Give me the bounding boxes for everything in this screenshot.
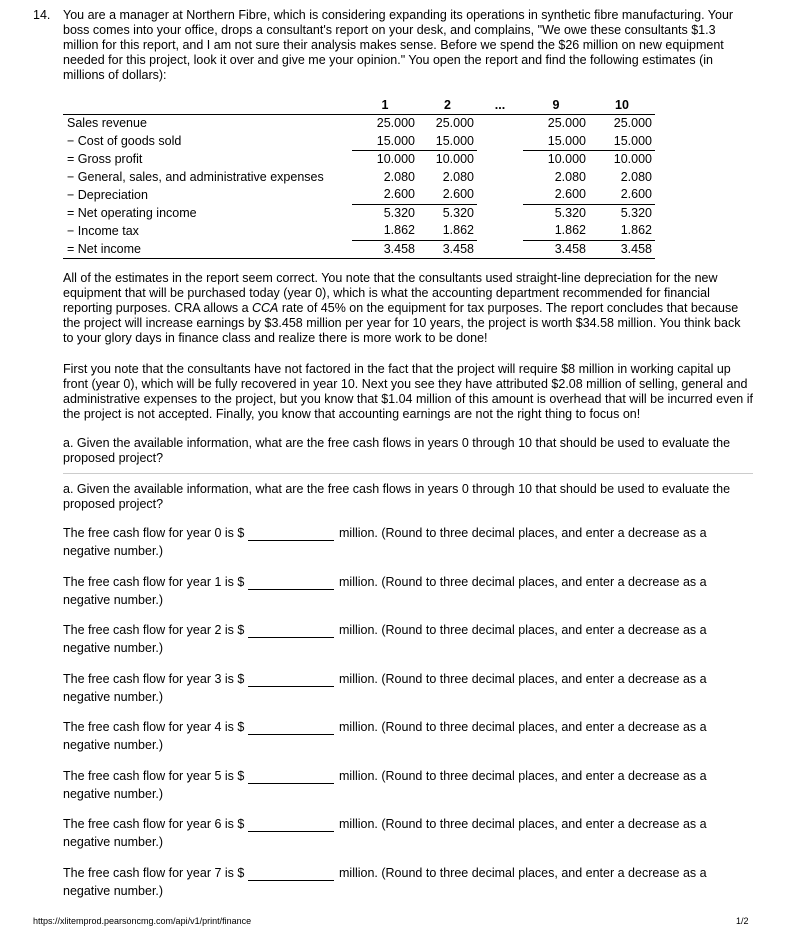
section-divider: [63, 473, 753, 474]
value-cell: 25.000: [418, 115, 477, 133]
fcf-prompt-suffix: is $: [221, 671, 245, 686]
fcf-prompt: [63, 623, 244, 638]
value-cell: 15.000: [613, 133, 652, 148]
fcf-instructions: million. (Round to three decimal places, and enter a decrease as a: [339, 865, 707, 880]
ellipsis-cell: [477, 204, 523, 222]
ellipsis-cell: [477, 169, 523, 187]
fcf-year: 5: [214, 768, 222, 783]
fcf-instructions: million. (Round to three decimal places, and enter a decrease as a: [339, 526, 707, 540]
table-row: [63, 169, 655, 187]
value-cell: 2.080: [554, 169, 586, 184]
value-cell: 5.320: [418, 204, 477, 222]
ellipsis-cell: [477, 133, 523, 151]
fcf-prompt-prefix: The free cash flow for year: [63, 768, 215, 783]
fcf-row-year-7: [63, 866, 753, 900]
fcf-instructions-cont: negative number.): [63, 641, 164, 655]
footer-url: https://xlitemprod.pearsoncmg.com/api/v1/print/finance: [33, 916, 252, 926]
question-intro: You are a manager at Northern Fibre, which is considering expanding its operations in synthetic fibre manufacturing. Your boss comes into your office, drops a consultant's report on your desk, and complains, "We owe these consultants $1.3 million for this report, and I am not sure their analysis makes sense. Before we spend the $26 million on new equipment needed for this project, look it over and give me your opinion." You open the report and find the following estimates (in millions of dollars):: [63, 8, 734, 82]
ellipsis-cell: [477, 115, 523, 133]
value-cell: 1.862: [383, 223, 415, 238]
row-label: − Income tax: [67, 223, 139, 238]
report-notes-paragraph: [63, 271, 753, 346]
value-cell: 1.862: [554, 223, 586, 238]
fcf-row-year-5: [63, 769, 753, 803]
fcf-prompt: [63, 575, 244, 590]
fcf-row-year-2: [63, 623, 753, 657]
ellipsis-cell: [477, 240, 523, 259]
fcf-prompt-suffix: is $: [221, 865, 245, 880]
row-label: − Depreciation: [67, 187, 148, 202]
ellipsis-cell: [477, 151, 523, 169]
value-cell: 10.000: [523, 151, 589, 169]
value-cell: 10.000: [589, 151, 655, 169]
value-cell: 2.600: [554, 187, 586, 202]
table-row: [63, 204, 655, 222]
fcf-prompt: [63, 817, 244, 832]
value-cell: 5.320: [589, 204, 655, 222]
row-label: Sales revenue: [63, 115, 352, 133]
fcf-row-year-3: [63, 672, 753, 706]
col-header-year-9: 9: [552, 97, 560, 112]
row-label: = Gross profit: [67, 152, 143, 166]
part-a-prompt: a. Given the available information, what are the free cash flows in years 0 through 10 that should be used to evaluate the proposed project?: [63, 436, 731, 465]
ellipsis-cell: [477, 222, 523, 240]
fcf-answer-blank-year-1[interactable]: [248, 575, 334, 590]
fcf-instructions: million. (Round to three decimal places, and enter a decrease as a: [339, 574, 707, 589]
fcf-prompt-suffix: is $: [221, 623, 245, 637]
fcf-instructions: million. (Round to three decimal places, and enter a decrease as a: [339, 623, 707, 637]
fcf-prompt-prefix: The free cash flow for year: [63, 526, 215, 540]
value-cell: 15.000: [435, 133, 474, 148]
fcf-year: 2: [214, 623, 222, 637]
row-label: − Cost of goods sold: [67, 134, 182, 148]
fcf-prompt-suffix: is $: [221, 720, 245, 734]
table-row: [63, 151, 655, 169]
value-cell: 10.000: [352, 151, 418, 169]
ellipsis-cell: [477, 186, 523, 204]
fcf-row-year-4: [63, 720, 753, 754]
fcf-prompt: [63, 866, 244, 881]
value-cell: 2.080: [620, 169, 652, 184]
value-cell: 3.458: [523, 240, 589, 259]
table-row: [63, 186, 655, 204]
value-cell: 5.320: [352, 204, 418, 222]
col-header-year-1: 1: [381, 97, 389, 112]
fcf-prompt-suffix: is $: [221, 817, 245, 831]
value-cell: 3.458: [418, 240, 477, 259]
fcf-instructions-cont: negative number.): [63, 883, 164, 898]
value-cell: 25.000: [589, 115, 655, 133]
estimates-table: [63, 96, 655, 259]
report-notes-cra: CRA allows a: [174, 301, 252, 315]
value-cell: 1.862: [442, 223, 474, 238]
col-header-year-10: 10: [615, 97, 629, 112]
value-cell: 3.458: [589, 240, 655, 259]
fcf-answer-blank-year-4[interactable]: [248, 720, 334, 735]
row-label: = Net operating income: [67, 205, 197, 220]
fcf-prompt-prefix: The free cash flow for year: [63, 865, 215, 880]
footer-page-number: 1/2: [736, 916, 749, 926]
table-row: [63, 222, 655, 240]
fcf-answer-blank-year-5[interactable]: [248, 769, 334, 784]
part-a-prompt-repeat: a. Given the available information, what are the free cash flows in years 0 through 10 that should be used to evaluate the proposed project?: [63, 482, 731, 511]
row-label: = Net income: [63, 240, 352, 259]
working-capital-paragraph: First you note that the consultants have not factored in the fact that the project will require $8 million in working capital up front (year 0), which will be fully recovered in year 10. Next you see they have attributed $2.08 million of selling, general and administrative expenses to the project, but you know that $1.04 million of this amount is overhead that will be incurred even if the project is not accepted. Finally, you know that accounting earnings are not the right thing to focus on!: [63, 362, 753, 421]
fcf-row-year-1: [63, 575, 753, 609]
value-cell: 3.458: [352, 240, 418, 259]
cca-term: CCA: [252, 301, 279, 315]
value-cell: 2.600: [620, 187, 652, 202]
fcf-prompt-prefix: The free cash flow for year: [63, 671, 215, 686]
fcf-prompt-prefix: The free cash flow for year: [63, 720, 215, 734]
value-cell: 2.600: [442, 187, 474, 202]
fcf-prompt: [63, 672, 244, 687]
fcf-instructions: million. (Round to three decimal places, and enter a decrease as a: [339, 817, 707, 831]
fcf-answer-blank-year-2[interactable]: [248, 623, 334, 638]
table-row: [63, 240, 655, 259]
fcf-instructions-cont: negative number.): [63, 738, 164, 752]
fcf-prompt-prefix: The free cash flow for year: [63, 817, 215, 831]
fcf-instructions-cont: negative number.): [63, 835, 164, 849]
fcf-instructions-cont: negative number.): [63, 689, 164, 704]
fcf-instructions: million. (Round to three decimal places, and enter a decrease as a: [339, 720, 707, 734]
fcf-year: 1: [214, 574, 222, 589]
fcf-year: 3: [214, 671, 222, 686]
report-notes-part-2: rate of 45% on the equipment for tax purposes. The report concludes that because the project will increase earnings by $3.458 million per year for 10 years, the project is worth $34.58 million. You think back to your glory days in finance class and realize there is more work to be done!: [63, 301, 741, 345]
value-cell: 5.320: [523, 204, 589, 222]
fcf-prompt-prefix: The free cash flow for year: [63, 574, 215, 589]
value-cell: 15.000: [547, 133, 586, 148]
row-label: − General, sales, and administrative expenses: [67, 169, 324, 184]
fcf-prompt-prefix: The free cash flow for year: [63, 623, 215, 637]
fcf-prompt: [63, 769, 244, 784]
fcf-instructions-cont: negative number.): [63, 544, 164, 558]
col-header-ellipsis: ...: [494, 97, 506, 112]
fcf-instructions: million. (Round to three decimal places, and enter a decrease as a: [339, 768, 707, 783]
fcf-year: 0: [214, 526, 222, 540]
fcf-answer-blank-year-0[interactable]: [248, 526, 334, 541]
fcf-answer-blank-year-7[interactable]: [248, 866, 334, 881]
value-cell: 10.000: [418, 151, 477, 169]
value-cell: 2.600: [383, 187, 415, 202]
value-cell: 1.862: [620, 223, 652, 238]
fcf-year: 6: [214, 817, 222, 831]
fcf-instructions-cont: negative number.): [63, 592, 164, 607]
fcf-prompt-suffix: is $: [221, 574, 245, 589]
fcf-year: 7: [214, 865, 222, 880]
table-row: [63, 133, 655, 151]
col-header-year-2: 2: [444, 97, 451, 112]
fcf-instructions: million. (Round to three decimal places, and enter a decrease as a: [339, 671, 707, 686]
fcf-prompt-suffix: is $: [221, 768, 245, 783]
report-notes-part-1: All of the estimates in the report seem correct. You note that the consultants used straight-line depreciation for the new equipment that will be purchased today (year 0), which is what the accounting department recommended for financial reporting purposes.: [63, 271, 718, 315]
fcf-year: 4: [214, 720, 222, 734]
value-cell: 15.000: [376, 133, 415, 148]
fcf-prompt: [63, 720, 244, 735]
value-cell: 2.080: [442, 169, 474, 184]
fcf-row-year-0: [63, 526, 753, 560]
table-row: [63, 115, 655, 133]
fcf-row-year-6: [63, 817, 753, 851]
fcf-prompt: [63, 526, 244, 541]
fcf-answer-blank-year-6[interactable]: [248, 817, 334, 832]
value-cell: 2.080: [383, 169, 415, 184]
value-cell: 25.000: [352, 115, 418, 133]
fcf-prompt-suffix: is $: [221, 526, 245, 540]
value-cell: 25.000: [523, 115, 589, 133]
question-number: 14.: [33, 8, 51, 22]
fcf-answer-blank-year-3[interactable]: [248, 672, 334, 687]
fcf-instructions-cont: negative number.): [63, 786, 164, 801]
table-header-row: [63, 96, 655, 115]
